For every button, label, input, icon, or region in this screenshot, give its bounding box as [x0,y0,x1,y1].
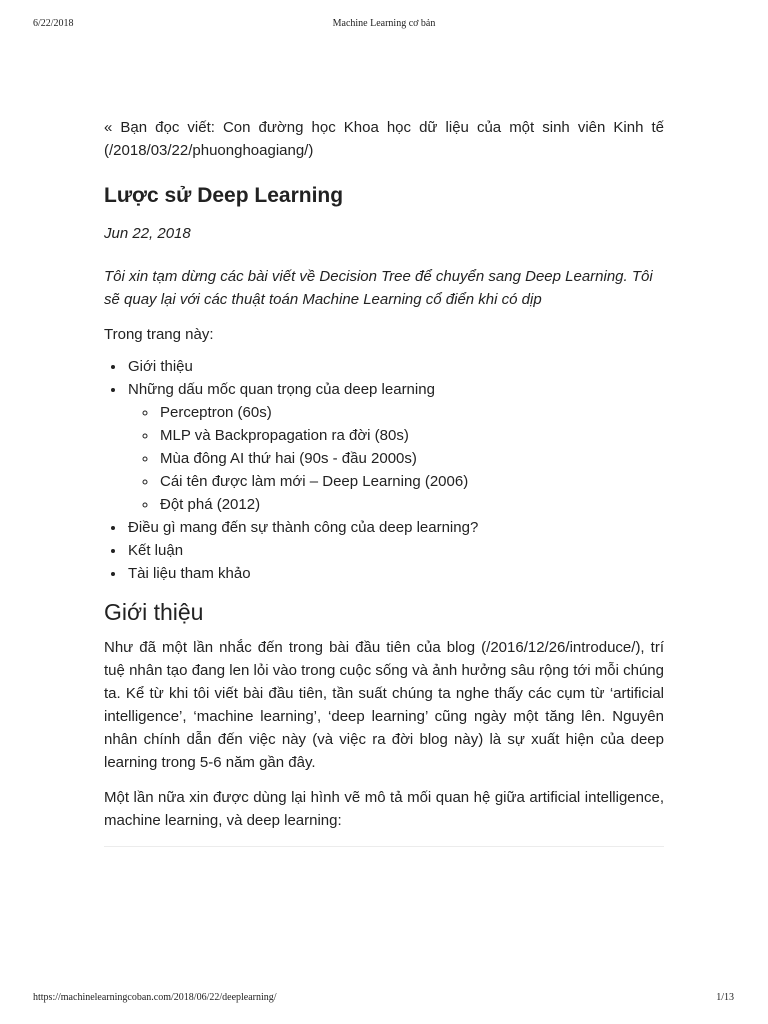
toc-item-label[interactable]: Điều gì mang đến sự thành công của deep learning? [128,519,479,536]
intro-note: Tôi xin tạm dừng các bài viết về Decision Tree để chuyển sang Deep Learning. Tôi sẽ quay lại với các thuật toán Machine Learning cổ điển khi có dịp [104,268,653,308]
toc-item[interactable] [126,516,664,539]
toc-subitem[interactable]: ◦ Cái tên được làm mới – Deep Learning (2006) [158,470,664,493]
intro-paragraph-1: Như đã một lần nhắc đến trong bài đầu tiên của blog (/2016/12/26/introduce/), trí tuệ nhân tạo đang len lỏi vào trong cuộc sống và ảnh hưởng sâu rộng tới mỗi chúng ta. Kể từ khi tôi viết bài đầu tiên, tần suất chúng ta nghe thấy các cụm từ ‘artificial intelligence’, ‘machine learning’, ‘deep learning’ cũng ngày một tăng lên. Nguyên nhân chính dẫn đến việc này (và việc ra đời blog này) là sự xuất hiện của deep learning trong 5-6 năm gần đây. [104,639,664,771]
article [104,116,664,847]
section-heading-intro: Giới thiệu [104,599,204,625]
print-footer [0,992,768,1008]
print-header [0,18,768,34]
toc-subitem[interactable]: ◦ Mùa đông AI thứ hai (90s - đầu 2000s) [158,447,664,470]
intro-paragraph-2: Một lần nữa xin được dùng lại hình vẽ mô tả mối quan hệ giữa artificial intelligence, machine learning, và deep learning: [104,789,664,829]
toc-item[interactable] [126,539,664,562]
toc-sublist [128,401,664,516]
toc-subitem[interactable]: ◦ Perceptron (60s) [158,401,664,424]
print-page-number: 1/13 [716,992,734,1003]
toc-item[interactable] [126,562,664,585]
toc-item[interactable] [126,378,664,516]
post-title: Lược sử Deep Learning [104,184,344,207]
toc-subitem[interactable]: ◦ Đột phá (2012) [158,493,664,516]
post-date: Jun 22, 2018 [104,225,191,242]
content-divider [104,846,664,847]
toc-item-label[interactable]: Giới thiệu [128,358,193,375]
toc-item[interactable] [126,355,664,378]
toc-item-label[interactable]: Những dấu mốc quan trọng của deep learning [128,381,435,398]
print-site-title: Machine Learning cơ bản [332,18,436,29]
previous-post-link[interactable]: « Bạn đọc viết: Con đường học Khoa học dữ liệu của một sinh viên Kinh tế (/2018/03/22/phuonghoagiang/) [104,119,664,159]
toc-item-label[interactable]: Kết luận [128,542,184,559]
toc-label: Trong trang này: [104,326,214,343]
print-url: https://machinelearningcoban.com/2018/06/22/deeplearning/ [33,992,277,1003]
toc-subitem[interactable]: ◦ MLP và Backpropagation ra đời (80s) [158,424,664,447]
print-date: 6/22/2018 [33,18,74,29]
toc-item-label[interactable]: Tài liệu tham khảo [128,565,251,582]
table-of-contents [104,355,664,585]
